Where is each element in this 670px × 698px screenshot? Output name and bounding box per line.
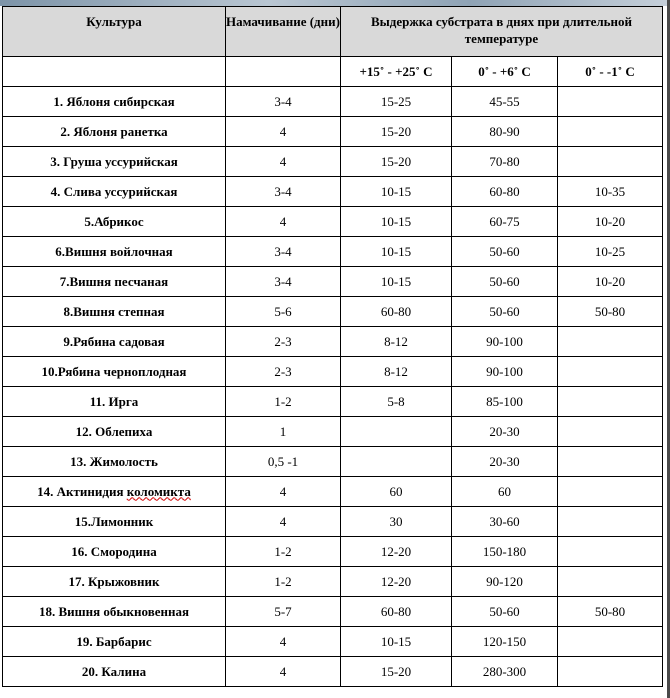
exposure-cool: 60-75	[452, 207, 558, 237]
exposure-cool: 60-80	[452, 177, 558, 207]
exposure-warm: 10-15	[341, 177, 452, 207]
exposure-warm: 10-15	[341, 237, 452, 267]
exposure-cool: 20-30	[452, 417, 558, 447]
exposure-warm: 8-12	[341, 327, 452, 357]
culture-name: 18. Вишня обыкновенная	[3, 597, 226, 627]
spellcheck-flagged-word[interactable]: коломикта	[126, 483, 191, 499]
header-soaking: Намачивание (дни)	[226, 7, 341, 57]
header-culture: Культура	[3, 7, 226, 57]
text-cursor	[662, 491, 663, 509]
table-row	[3, 417, 663, 447]
exposure-warm: 10-15	[341, 207, 452, 237]
table-row	[3, 477, 663, 507]
table-row	[3, 627, 663, 657]
seed-stratification-table	[2, 6, 663, 687]
soak-days: 4	[226, 627, 341, 657]
table-row	[3, 447, 663, 477]
table-row	[3, 207, 663, 237]
exposure-cold	[558, 567, 663, 597]
soak-days: 4	[226, 117, 341, 147]
exposure-cold	[558, 327, 663, 357]
exposure-cool: 280-300	[452, 657, 558, 687]
exposure-cold: 10-20	[558, 207, 663, 237]
soak-days: 1-2	[226, 537, 341, 567]
culture-name: 20. Калина	[3, 657, 226, 687]
exposure-cold: 50-80	[558, 297, 663, 327]
exposure-cool: 50-60	[452, 297, 558, 327]
exposure-cool: 20-30	[452, 447, 558, 477]
exposure-warm: 12-20	[341, 567, 452, 597]
exposure-warm: 15-20	[341, 117, 452, 147]
soak-days: 4	[226, 657, 341, 687]
table-row	[3, 597, 663, 627]
exposure-cool: 80-90	[452, 117, 558, 147]
exposure-cool: 45-55	[452, 87, 558, 117]
soak-days: 4	[226, 477, 341, 507]
exposure-cold	[558, 537, 663, 567]
culture-name: 7.Вишня песчаная	[3, 267, 226, 297]
soak-days: 4	[226, 147, 341, 177]
exposure-warm	[341, 447, 452, 477]
exposure-warm: 8-12	[341, 357, 452, 387]
table-row	[3, 87, 663, 117]
culture-name: 12. Облепиха	[3, 417, 226, 447]
exposure-warm: 60-80	[341, 297, 452, 327]
exposure-cold	[558, 477, 663, 507]
soak-days: 3-4	[226, 177, 341, 207]
soak-days: 0,5 -1	[226, 447, 341, 477]
temp-range-3: 0˚ - -1˚ C	[558, 57, 663, 87]
culture-name: 2. Яблоня ранетка	[3, 117, 226, 147]
table-row	[3, 237, 663, 267]
exposure-cool: 70-80	[452, 147, 558, 177]
culture-name: 5.Абрикос	[3, 207, 226, 237]
exposure-cool: 30-60	[452, 507, 558, 537]
exposure-cool: 50-60	[452, 237, 558, 267]
exposure-warm: 12-20	[341, 537, 452, 567]
table-row	[3, 297, 663, 327]
table-row	[3, 357, 663, 387]
culture-name: 1. Яблоня сибирская	[3, 87, 226, 117]
soak-days: 1-2	[226, 387, 341, 417]
culture-name: 16. Смородина	[3, 537, 226, 567]
exposure-cold	[558, 507, 663, 537]
soak-days: 3-4	[226, 87, 341, 117]
temp-range-2: 0˚ - +6˚ C	[452, 57, 558, 87]
exposure-cold: 10-20	[558, 267, 663, 297]
exposure-warm: 10-15	[341, 627, 452, 657]
culture-name: 19. Барбарис	[3, 627, 226, 657]
exposure-cool: 120-150	[452, 627, 558, 657]
table-row	[3, 387, 663, 417]
table-row	[3, 177, 663, 207]
culture-name: 9.Рябина садовая	[3, 327, 226, 357]
culture-name: 13. Жимолость	[3, 447, 226, 477]
exposure-cool: 90-100	[452, 327, 558, 357]
exposure-cold	[558, 657, 663, 687]
exposure-warm: 15-25	[341, 87, 452, 117]
culture-name: 4. Слива уссурийская	[3, 177, 226, 207]
exposure-cold	[558, 357, 663, 387]
culture-name: 8.Вишня степная	[3, 297, 226, 327]
exposure-warm: 30	[341, 507, 452, 537]
exposure-cold	[558, 147, 663, 177]
soak-days: 2-3	[226, 327, 341, 357]
culture-name: 11. Ирга	[3, 387, 226, 417]
culture-name: 3. Груша уссурийская	[3, 147, 226, 177]
table-row	[3, 507, 663, 537]
exposure-warm: 10-15	[341, 267, 452, 297]
empty-cell	[226, 57, 341, 87]
table-row	[3, 567, 663, 597]
exposure-warm: 60	[341, 477, 452, 507]
exposure-cool: 85-100	[452, 387, 558, 417]
soak-days: 1	[226, 417, 341, 447]
exposure-warm: 60-80	[341, 597, 452, 627]
exposure-cold	[558, 387, 663, 417]
exposure-cool: 90-100	[452, 357, 558, 387]
exposure-warm: 15-20	[341, 657, 452, 687]
exposure-cool: 50-60	[452, 267, 558, 297]
table-row	[3, 657, 663, 687]
temperature-header-row	[3, 57, 663, 87]
table-row	[3, 117, 663, 147]
exposure-cold: 10-35	[558, 177, 663, 207]
culture-name	[3, 477, 226, 507]
exposure-cool: 150-180	[452, 537, 558, 567]
table-row	[3, 267, 663, 297]
exposure-cold: 50-80	[558, 597, 663, 627]
soak-days: 5-6	[226, 297, 341, 327]
table-row	[3, 537, 663, 567]
soak-days: 3-4	[226, 267, 341, 297]
soak-days: 2-3	[226, 357, 341, 387]
exposure-cold	[558, 447, 663, 477]
header-exposure: Выдержка субстрата в днях при длительной температуре	[341, 7, 663, 57]
exposure-cool: 50-60	[452, 597, 558, 627]
culture-name: 17. Крыжовник	[3, 567, 226, 597]
soak-days: 4	[226, 207, 341, 237]
soak-days: 3-4	[226, 237, 341, 267]
exposure-cold	[558, 117, 663, 147]
table-row	[3, 327, 663, 357]
exposure-warm: 15-20	[341, 147, 452, 177]
exposure-cool: 90-120	[452, 567, 558, 597]
header-row	[3, 7, 663, 57]
temp-range-1: +15˚ - +25˚ C	[341, 57, 452, 87]
exposure-cold	[558, 417, 663, 447]
exposure-cold	[558, 627, 663, 657]
culture-name: 15.Лимонник	[3, 507, 226, 537]
empty-cell	[3, 57, 226, 87]
culture-name-prefix: 14. Актинидия	[37, 483, 127, 499]
soak-days: 5-7	[226, 597, 341, 627]
exposure-warm	[341, 417, 452, 447]
table-row	[3, 147, 663, 177]
exposure-cold: 10-25	[558, 237, 663, 267]
culture-name: 6.Вишня войлочная	[3, 237, 226, 267]
soak-days: 1-2	[226, 567, 341, 597]
exposure-warm: 5-8	[341, 387, 452, 417]
exposure-cool: 60	[452, 477, 558, 507]
exposure-cold	[558, 87, 663, 117]
soak-days: 4	[226, 507, 341, 537]
culture-name: 10.Рябина черноплодная	[3, 357, 226, 387]
